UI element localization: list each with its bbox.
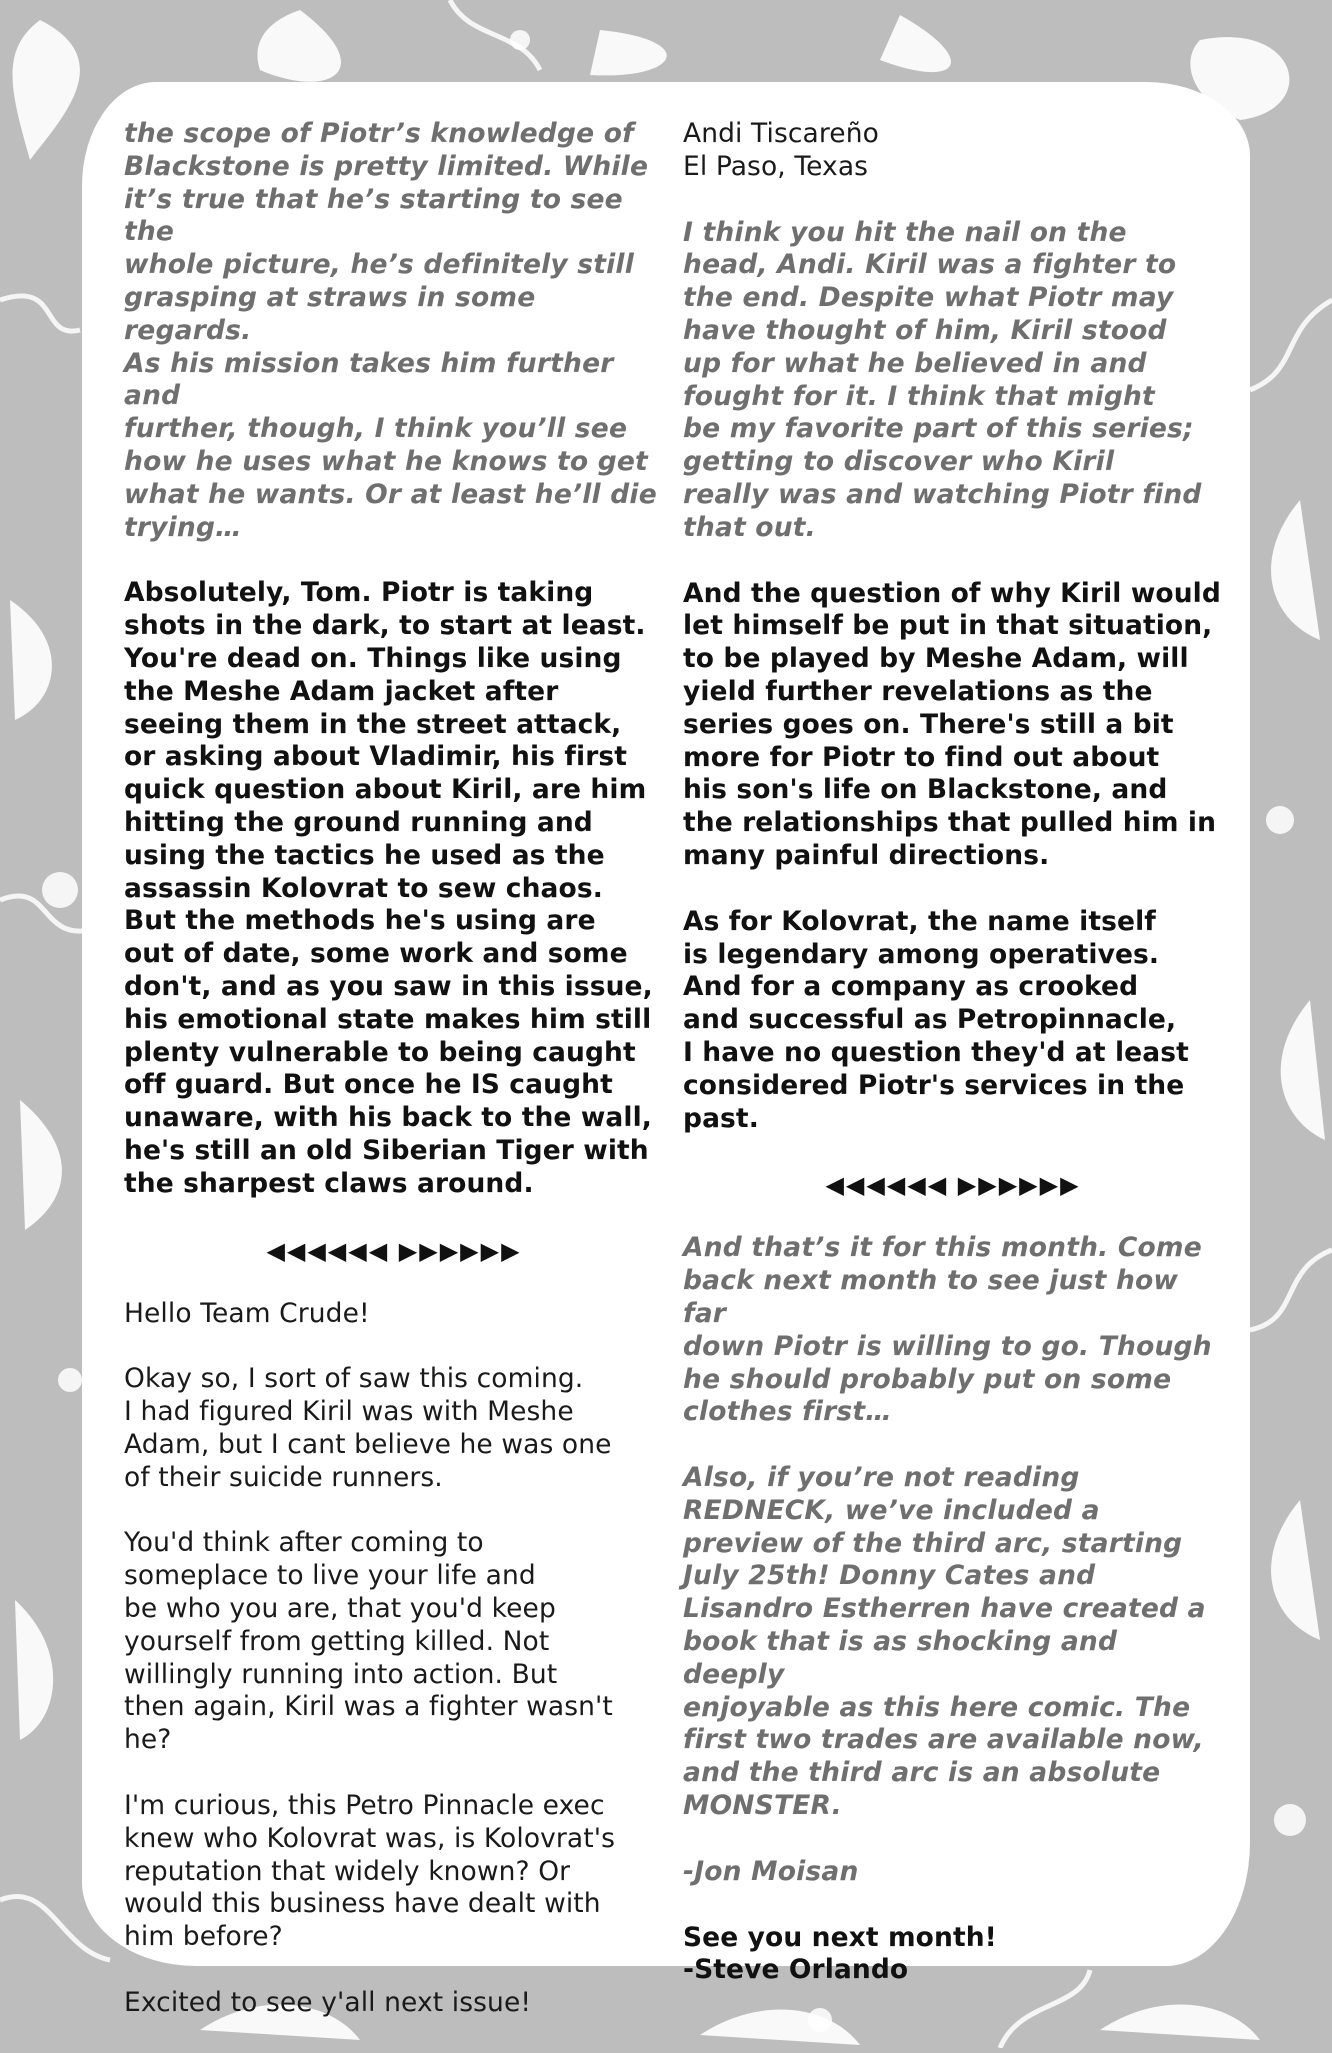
redneck-preview-paragraph: Also, if you’re not reading REDNECK, we’ve included a preview of the third arc, starting July 25th! Donny Cates and Lisandro Estherren have created a book that is as shocking and deeply enjoyable as this here comic. The first two trades are available now, and the third arc is an absolute MONSTER. <box>683 1462 1206 1822</box>
creator-response-paragraph: And the question of why Kiril would let himself be put in that situation, to be played by Meshe Adam, will yield further revelations as the series goes on. There's still a bit more for Piotr to find out about his son's life on Blackstone, and the relationships that pulled him in many painful directions. <box>683 577 1221 871</box>
reply-paragraph: the scope of Piotr’s knowledge of Blackstone is pretty limited. While it’s true that he’s starting to see the whole picture, he’s definitely still grasping at straws in some regards. As his mission takes him further and further, though, I think you’ll see how he uses what he knows to get what he wants. Or at least he’ll die trying… <box>124 118 657 543</box>
letter-paragraph: Okay so, I sort of saw this coming. I had figured Kiril was with Meshe Adam, but I cant believe he was one of their suicide runners. <box>124 1363 612 1493</box>
right-column <box>683 118 1223 2020</box>
closing-paragraph: And that’s it for this month. Come back next month to see just how far down Piotr is willing to go. Though he should probably put on some clothes first… <box>683 1232 1212 1428</box>
letter-signature: Andi Tiscareño El Paso, Texas <box>683 118 879 182</box>
letter-signoff: Excited to see y'all next issue! <box>124 1987 532 2019</box>
section-divider: ◀◀◀◀◀◀ ▶▶▶▶▶▶ <box>266 1236 522 1265</box>
letter-paragraph: I'm curious, this Petro Pinnacle exec knew who Kolovrat was, is Kolovrat's reputation that widely known? Or would this business have dealt with him before? <box>124 1790 616 1953</box>
letter-greeting: Hello Team Crude! <box>124 1297 370 1329</box>
editor-signature: -Jon Moisan <box>683 1855 859 1887</box>
writer-signature: See you next month! -Steve Orlando <box>683 1921 997 1986</box>
left-column <box>124 118 664 2053</box>
creator-response-paragraph: As for Kolovrat, the name itself is legendary among operatives. And for a company as crooked and successful as Petropinnacle, I have no question they'd at least considered Piotr's services in the past. <box>683 905 1189 1134</box>
letter-paragraph: You'd think after coming to someplace to live your life and be who you are, that you'd keep yourself from getting killed. Not willingly running into action. But then again, Kiril was a fighter wasn't he? <box>124 1527 613 1756</box>
creator-response-paragraph: Absolutely, Tom. Piotr is taking shots in the dark, to start at least. You're dead on. Things like using the Meshe Adam jacket after seeing them in the street attack, or asking about Vladimir, his first quick question about Kiril, are him hitting the ground running and using the tactics he used as the assassin Kolovrat to sew chaos. But the methods he's using are out of date, some work and some don't, and as you saw in this issue, his emotional state makes him still plenty vulnerable to being caught off guard. But once he IS caught unaware, with his back to the wall, he's still an old Siberian Tiger with the sharpest claws around. <box>124 577 653 1199</box>
section-divider: ◀◀◀◀◀◀ ▶▶▶▶▶▶ <box>825 1171 1081 1200</box>
reply-paragraph: I think you hit the nail on the head, Andi. Kiril was a fighter to the end. Despite what Piotr may have thought of him, Kiril stood up for what he believed in and fought for it. I think that might be my favorite part of this series; getting to discover who Kiril really was and watching Piotr find that out. <box>683 216 1202 543</box>
